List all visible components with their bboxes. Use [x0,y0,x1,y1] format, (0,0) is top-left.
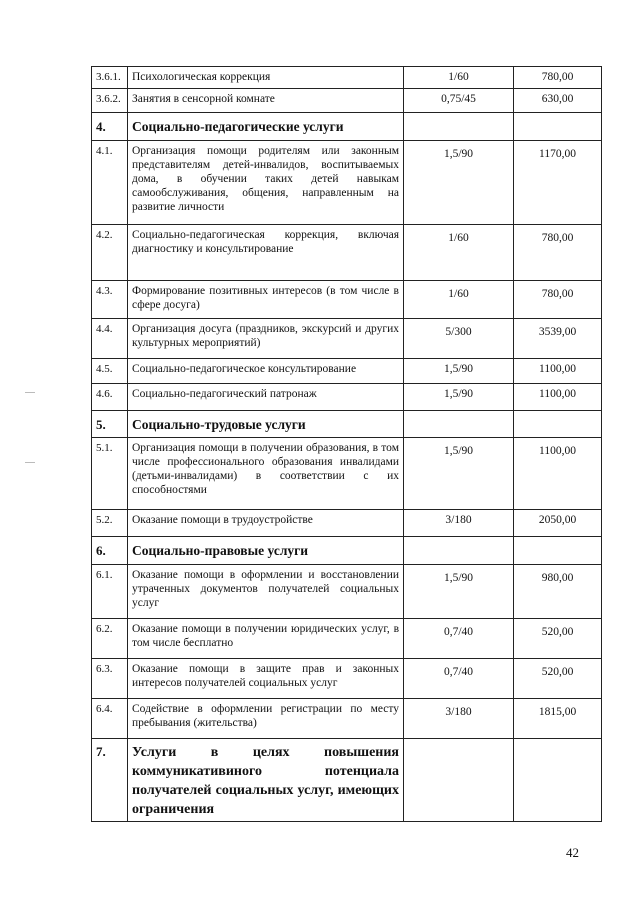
row-number-cell: 4.3. [92,281,128,319]
row-number-cell: 4.6. [92,384,128,411]
duration-cell: 1,5/90 [404,359,514,384]
table-section-row [92,537,602,565]
row-number-cell: 6.1. [92,565,128,619]
table-row [92,225,602,281]
row-number-cell: 6.4. [92,699,128,739]
duration-cell: 1/60 [404,67,514,89]
price-cell [514,113,602,141]
price-cell: 1815,00 [514,699,602,739]
table-row [92,89,602,113]
price-cell: 1170,00 [514,141,602,225]
duration-cell: 0,7/40 [404,659,514,699]
table-section-row [92,739,602,822]
price-cell: 520,00 [514,619,602,659]
duration-cell: 0,75/45 [404,89,514,113]
service-name-cell: Оказание помощи в трудоустройстве [128,510,404,537]
table-row [92,384,602,411]
row-number-cell: 5. [92,411,128,438]
table-row [92,510,602,537]
price-cell: 1100,00 [514,359,602,384]
row-number-cell: 4.2. [92,225,128,281]
table-row [92,438,602,510]
row-number-cell: 5.2. [92,510,128,537]
table-row [92,319,602,359]
table-row [92,67,602,89]
row-number-cell: 3.6.1. [92,67,128,89]
duration-cell [404,113,514,141]
services-price-table [91,66,602,822]
duration-cell: 1,5/90 [404,438,514,510]
row-number-cell: 6.2. [92,619,128,659]
row-number-cell: 4. [92,113,128,141]
row-number-cell: 4.5. [92,359,128,384]
row-number-cell: 4.1. [92,141,128,225]
service-name-cell: Формирование позитивных интересов (в том числе в сфере досуга) [128,281,404,319]
price-cell [514,411,602,438]
price-cell: 780,00 [514,281,602,319]
duration-cell: 3/180 [404,699,514,739]
row-number-cell: 3.6.2. [92,89,128,113]
service-name-cell: Социально-правовые услуги [128,537,404,565]
row-number-cell: 5.1. [92,438,128,510]
service-name-cell: Содействие в оформлении регистрации по месту пребывания (жительства) [128,699,404,739]
duration-cell: 1,5/90 [404,384,514,411]
duration-cell: 1,5/90 [404,141,514,225]
price-cell [514,739,602,822]
service-name-cell: Социально-педагогическое консультирование [128,359,404,384]
service-name-cell: Оказание помощи в оформлении и восстановлении утраченных документов получателей социальных услуг [128,565,404,619]
duration-cell: 0,7/40 [404,619,514,659]
table-body [92,67,602,822]
table-row [92,565,602,619]
service-name-cell: Социально-трудовые услуги [128,411,404,438]
row-number-cell: 6.3. [92,659,128,699]
duration-cell: 3/180 [404,510,514,537]
service-name-cell: Социально-педагогический патронаж [128,384,404,411]
table-row [92,659,602,699]
page-number: 42 [566,845,579,860]
service-name-cell: Занятия в сенсорной комнате [128,89,404,113]
table-row [92,699,602,739]
margin-mark [25,462,35,463]
price-cell: 780,00 [514,225,602,281]
duration-cell: 1/60 [404,281,514,319]
price-cell: 2050,00 [514,510,602,537]
service-name-cell: Оказание помощи в защите прав и законных интересов получателей социальных услуг [128,659,404,699]
service-name-cell: Социально-педагогические услуги [128,113,404,141]
duration-cell [404,739,514,822]
price-cell [514,537,602,565]
row-number-cell: 7. [92,739,128,822]
table-row [92,281,602,319]
price-cell: 630,00 [514,89,602,113]
service-name-cell: Социально-педагогическая коррекция, включая диагностику и консультирование [128,225,404,281]
table-row [92,359,602,384]
price-cell: 520,00 [514,659,602,699]
service-name-cell: Организация досуга (праздников, экскурсий и других культурных мероприятий) [128,319,404,359]
service-name-cell: Оказание помощи в получении юридических услуг, в том числе бесплатно [128,619,404,659]
duration-cell: 1,5/90 [404,565,514,619]
row-number-cell: 6. [92,537,128,565]
price-cell: 980,00 [514,565,602,619]
service-name-cell: Психологическая коррекция [128,67,404,89]
margin-mark [25,392,35,393]
row-number-cell: 4.4. [92,319,128,359]
service-name-cell: Организация помощи родителям или законным представителям детей-инвалидов, воспитываемых дома, в обучении таких детей навыкам самообслуживания, общения, направленным на развитие личности [128,141,404,225]
table-section-row [92,411,602,438]
table-section-row [92,113,602,141]
duration-cell [404,537,514,565]
service-name-cell: Организация помощи в получении образования, в том числе профессионального образования инвалидами (детьми-инвалидами) в соответствии с их способностями [128,438,404,510]
duration-cell [404,411,514,438]
service-name-cell: Услуги в целях повышения коммуникативиного потенциала получателей социальных услуг, имеющих ограничения [128,739,404,822]
duration-cell: 1/60 [404,225,514,281]
price-cell: 3539,00 [514,319,602,359]
table-row [92,141,602,225]
price-cell: 1100,00 [514,384,602,411]
duration-cell: 5/300 [404,319,514,359]
price-cell: 780,00 [514,67,602,89]
price-cell: 1100,00 [514,438,602,510]
table-row [92,619,602,659]
